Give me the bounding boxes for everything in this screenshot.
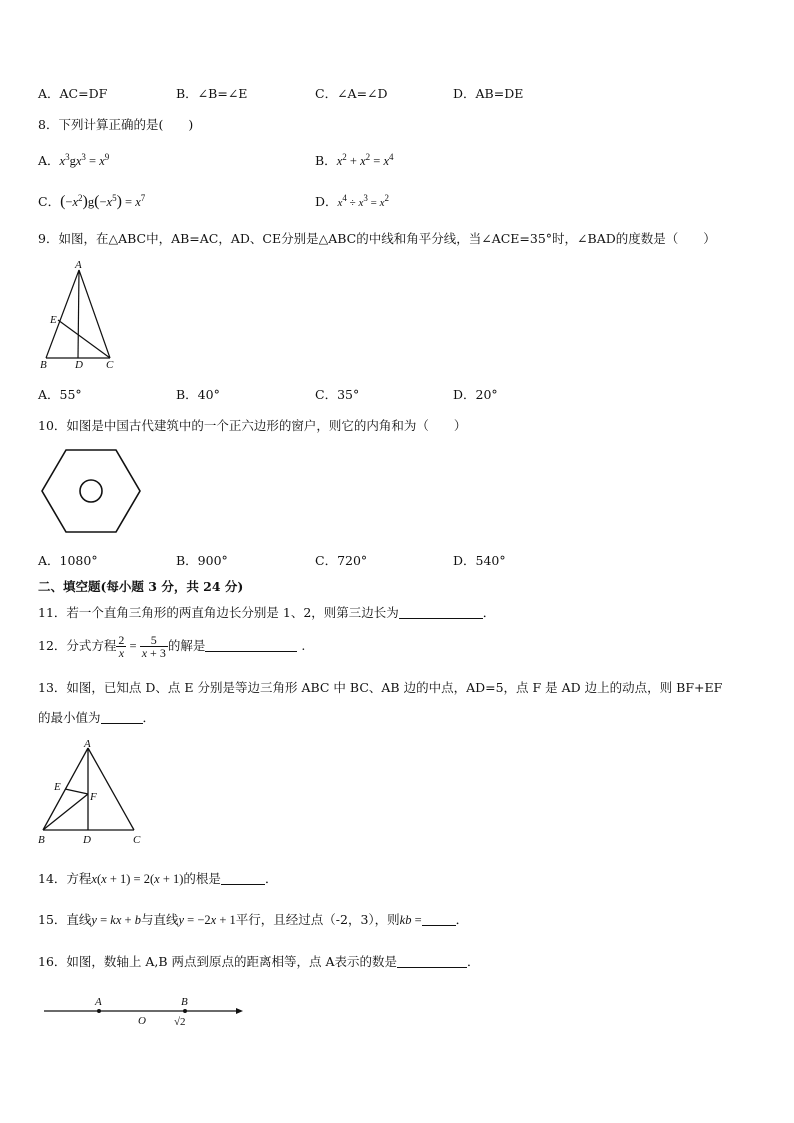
q16-label-b: B <box>181 996 188 1008</box>
q9-label-b: B <box>40 359 47 371</box>
q15-mid2: 平行，且经过点（-2，3），则 <box>235 912 400 927</box>
q16-answer-blank[interactable] <box>397 955 467 968</box>
q16-stem: 16．如图，数轴上 A,B 两点到原点的距离相等，点 A表示的数是 <box>38 954 398 969</box>
q12-post: 的解是 <box>167 638 206 653</box>
q12-fraction-right: $\frac{5}{x + 3}$ <box>141 633 166 660</box>
q9-label-e: E <box>50 314 57 326</box>
q16-number-line-figure <box>40 990 250 1030</box>
q13-segment-bf <box>43 794 88 830</box>
q10-option-c: C．720° <box>315 553 368 568</box>
q7-option-b: B．∠B=∠E <box>176 86 248 101</box>
q13-answer-blank[interactable] <box>101 711 143 724</box>
q8-stem: 8．下列计算正确的是( ) <box>38 117 194 132</box>
q15-answer-blank[interactable] <box>422 913 456 926</box>
q9-label-c: C <box>106 359 114 371</box>
q8-a-label: A． <box>38 153 60 168</box>
q7-option-a: A．AC=DF <box>38 86 108 101</box>
q10-option-a: A．1080° <box>38 553 98 568</box>
q13-label-a: A <box>84 738 91 750</box>
q14-end: ． <box>264 871 278 886</box>
q9-side-ac <box>79 270 110 358</box>
q16-point-a <box>97 1009 101 1013</box>
q9-option-d: D．20° <box>453 387 498 402</box>
q10-option-d: D．540° <box>453 553 506 568</box>
q16-arrow-head <box>236 1008 243 1014</box>
q16-end: ． <box>467 954 480 969</box>
q12-end: . <box>301 638 306 653</box>
q15-pre: 15．直线 <box>38 912 92 927</box>
q15-kb: kb = <box>399 913 422 927</box>
q12-answer-blank[interactable] <box>205 639 297 652</box>
q13-line1: 13．如图，已知点 D、点 E 分别是等边三角形 ABC 中 BC、AB 边的中点，AD=5，点 F 是 AD 边上的动点，则 BF+EF <box>38 680 723 695</box>
q16-label-a: A <box>95 996 102 1008</box>
q10-option-b: B．900° <box>176 553 228 568</box>
q9-label-d: D <box>75 359 83 371</box>
q15-end: ． <box>455 912 469 927</box>
q14 <box>38 869 277 887</box>
q13-line2 <box>38 708 155 726</box>
q7-option-d: D．AB=DE <box>453 86 524 101</box>
q7-option-c: C．∠A=∠D <box>315 86 388 101</box>
q9-option-c: C．35° <box>315 387 360 402</box>
q15-line2: y = −2x + 1 <box>178 913 236 927</box>
q13-triangle-figure <box>36 736 148 848</box>
q8-option-c <box>38 192 145 211</box>
q13-label-f: F <box>90 791 97 803</box>
q13-segment-ef <box>65 789 88 794</box>
q9-option-a: A．55° <box>38 387 82 402</box>
q16-label-root2: √2 <box>174 1016 186 1028</box>
q10-hexagon <box>42 450 140 532</box>
q16-label-o: O <box>138 1015 146 1027</box>
q9-label-a: A <box>75 259 82 271</box>
q8-b-label: B． <box>315 153 337 168</box>
section-2-heading: 二、填空题(每小题 3 分，共 24 分) <box>38 579 244 594</box>
q13-label-c: C <box>133 834 141 846</box>
q9-median-ad <box>78 270 79 358</box>
q11-answer-blank[interactable] <box>399 606 483 619</box>
q11-end: ． <box>482 605 496 620</box>
q14-pre: 14．方程 <box>38 871 92 886</box>
q10-circle <box>80 480 102 502</box>
q13-label-d: D <box>83 834 91 846</box>
q13-label-e: E <box>54 781 61 793</box>
q13-line2-text: 的最小值为 <box>38 710 101 725</box>
q16-point-b <box>183 1009 187 1013</box>
q9-stem: 9．如图，在△ABC中，AB=AC，AD、CE分别是△ABC的中线和角平分线，当∠ACE=35°时，∠BAD的度数是（ ） <box>38 231 716 246</box>
q8-c-label: C． <box>38 194 61 209</box>
q16 <box>38 952 480 970</box>
q12-fraction-left: $\frac{2}{x}$ <box>118 633 125 660</box>
q9-triangle-figure <box>38 258 120 372</box>
q10-stem: 10．如图是中国古代建筑中的一个正六边形的窗户，则它的内角和为（ ） <box>38 418 467 433</box>
q15 <box>38 910 468 928</box>
q8-b-expr: $x^2 + x^2 = x^4$ <box>336 152 394 168</box>
q8-option-b <box>315 151 394 169</box>
q13-end: ． <box>142 710 156 725</box>
q12-pre: 12．分式方程 <box>38 638 117 653</box>
q10-hexagon-window-figure <box>40 447 144 537</box>
q8-c-expr: $(-x^2)g(-x^5) = x^7$ <box>60 193 146 210</box>
q9-option-b: B．40° <box>176 387 220 402</box>
q8-option-d <box>315 192 389 210</box>
q13-label-b: B <box>38 834 45 846</box>
q15-line1: y = kx + b <box>91 913 141 927</box>
q13-side-ac <box>88 748 134 830</box>
q8-a-expr: $x^3gx^3 = x^9$ <box>59 152 110 168</box>
q14-equation: x(x + 1) = 2(x + 1) <box>91 872 184 886</box>
q9-bisector-ce <box>58 320 110 358</box>
q8-d-expr: $x^4 \div x^3 = x^2$ <box>337 193 389 209</box>
q8-d-label: D． <box>315 194 338 209</box>
q12: 12．分式方程 $\frac{2}{x}$ = $\frac{5}{x + 3}$ 的解是 . <box>38 633 306 660</box>
q8-option-a <box>38 151 109 169</box>
q11-stem: 11．若一个直角三角形的两直角边长分别是 1、2，则第三边长为 <box>38 605 399 620</box>
q11 <box>38 603 495 621</box>
q14-answer-blank[interactable] <box>221 872 265 885</box>
q15-mid1: 与直线 <box>140 912 179 927</box>
q14-post: 的根是 <box>183 871 221 886</box>
